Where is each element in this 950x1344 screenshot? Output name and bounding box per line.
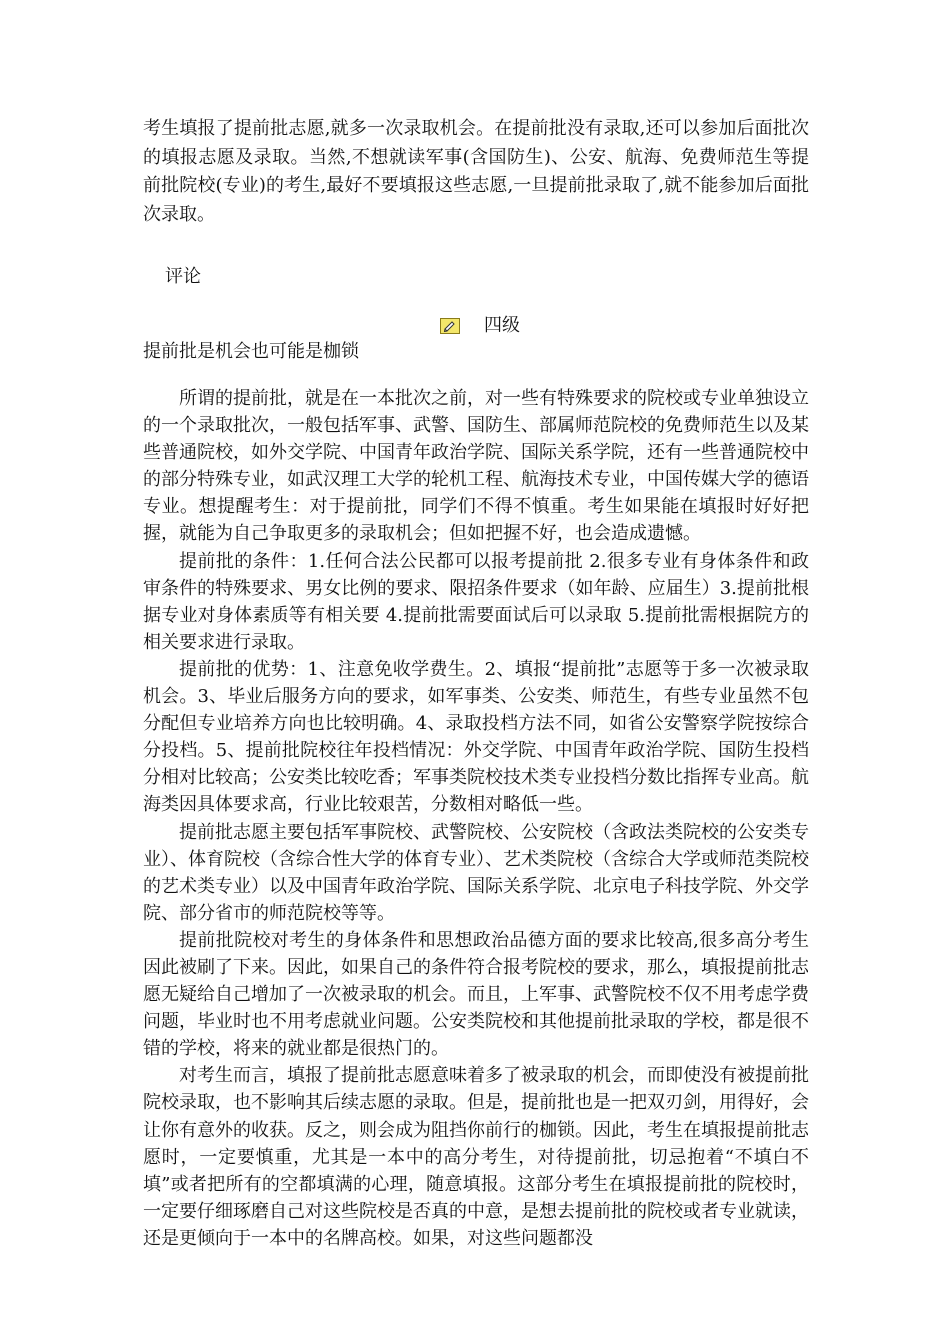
rating-level: 四级 (484, 315, 520, 336)
article-paragraph: 对考生而言，填报了提前批志愿意味着多了被录取的机会，而即使没有被提前批院校录取，也不影响其后续志愿的录取。但是，提前批也是一把双刃剑，用得好，会让你有意外的收获。反之，则会成为阻挡你前行的枷锁。因此，考生在填报提前批志愿时，一定要慎重，尤其是一本中的高分考生，对待提前批，切忌抱着“不填白不填”或者把所有的空都填满的心理，随意填报。这部分考生在填报提前批的院校时，一定要仔细琢磨自己对这些院校是否真的中意，是想去提前批的院校或者专业就读，还是更倾向于一本中的名牌高校。如果，对这些问题都没 (143, 1065, 809, 1249)
intro-paragraph: 考生填报了提前批志愿,就多一次录取机会。在提前批没有录取,还可以参加后面批次的填报志愿及录取。当然,不想就读军事(含国防生)、公安、航海、免费师范生等提前批院校(专业)的考生,最好不要填报这些志愿,一旦提前批录取了,就不能参加后面批次录取。 (143, 118, 809, 225)
article-paragraph: 提前批院校对考生的身体条件和思想政治品德方面的要求比较高,很多高分考生因此被刷了下来。因此，如果自己的条件符合报考院校的要求，那么，填报提前批志愿无疑给自己增加了一次被录取的机会。而且，上军事、武警院校不仅不用考虑学费问题，毕业时也不用考虑就业问题。公安类院校和其他提前批录取的学校，都是很不错的学校，将来的就业都是很热门的。 (143, 929, 809, 1060)
article-title: 提前批是机会也可能是枷锁 (143, 341, 359, 362)
note-icon (440, 318, 460, 334)
article-paragraph: 提前批的优势：1、注意免收学费生。2、填报“提前批”志愿等于多一次被录取机会。3、毕业后服务方向的要求，如军事类、公安类、师范生，有些专业虽然不包分配但专业培养方向也比较明确。4、录取投档方法不同，如省公安警察学院按综合分投档。5、提前批院校往年投档情况：外交学院、中国青年政治学院、国防生投档分相对比较高；公安类比较吃香；军事类院校技术类专业投档分数比指挥专业高。航海类因具体要求高，行业比较艰苦，分数相对略低一些。 (143, 658, 809, 816)
article-paragraph: 所谓的提前批，就是在一本批次之前，对一些有特殊要求的院校或专业单独设立的一个录取批次，一般包括军事、武警、国防生、部属师范院校的免费师范生以及某些普通院校，如外交学院、中国青年政治学院、国际关系学院，还有一些普通院校中的部分特殊专业，如武汉理工大学的轮机工程、航海技术专业，中国传媒大学的德语专业。想提醒考生：对于提前批，同学们不得不慎重。考生如果能在填报时好好把握，就能为自己争取更多的录取机会；但如把握不好，也会造成遗憾。 (143, 388, 809, 545)
article-paragraph: 提前批志愿主要包括军事院校、武警院校、公安院校（含政法类院校的公安类专业）、体育院校（含综合性大学的体育专业）、艺术类院校（含综合大学或师范类院校的艺术类专业）以及中国青年政治学院、国际关系学院、北京电子科技学院、外交学院、部分省市的师范院校等等。 (143, 821, 809, 924)
article-paragraph: 提前批的条件：1.任何合法公民都可以报考提前批 2.很多专业有身体条件和政审条件的特殊要求、男女比例的要求、限招条件要求（如年龄、应届生）3.提前批根据专业对身体素质等有相关要 4.提前批需要面试后可以录取 5.提前批需根据院方的相关要求进行录取。 (143, 550, 809, 653)
article-body (143, 385, 809, 1252)
comment-rating (440, 313, 520, 339)
comments-heading: 评论 (165, 266, 201, 287)
